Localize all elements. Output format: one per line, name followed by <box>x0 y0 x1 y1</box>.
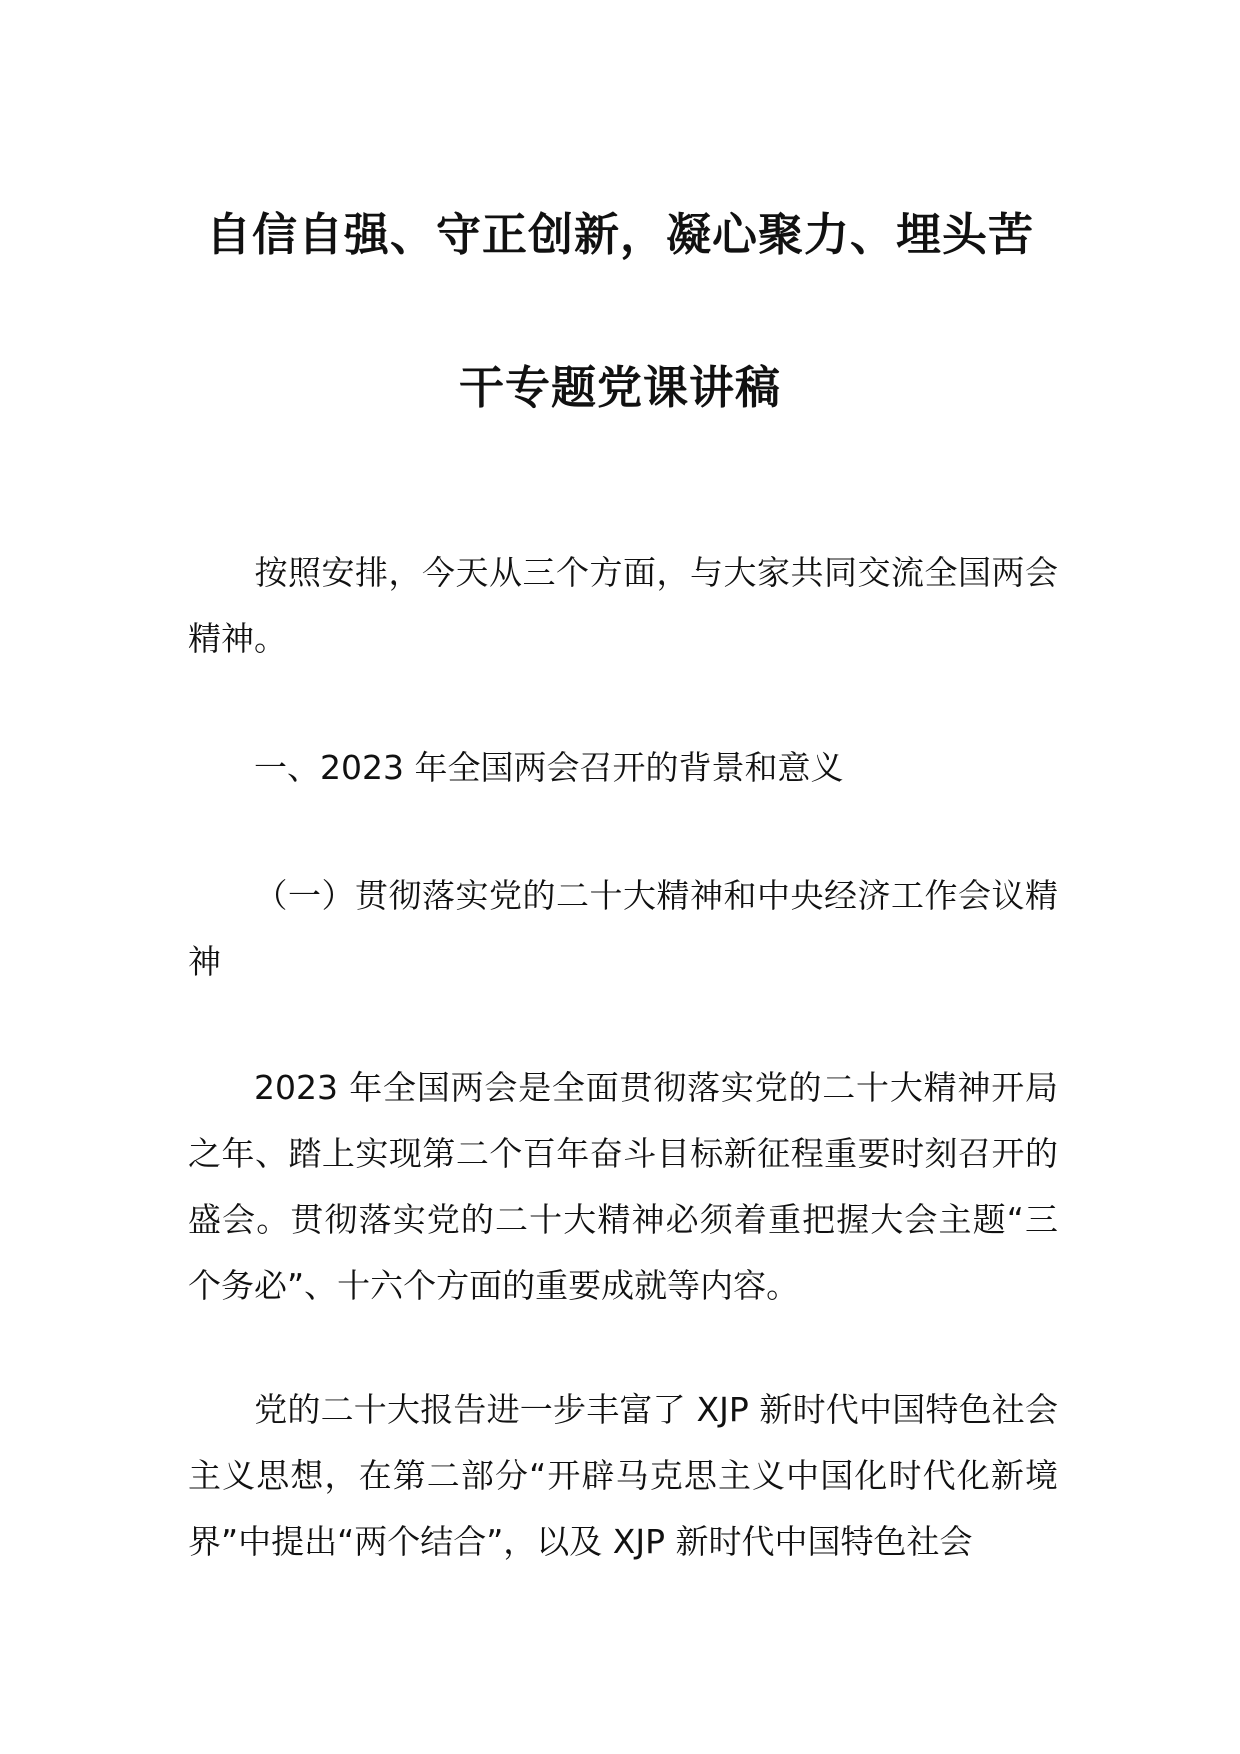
document-title-line-1: 自信自强、守正创新，凝心聚力、埋头苦 <box>205 208 1034 261</box>
paragraph-text: 2023 年全国两会是全面贯彻落实党的二十大精神开局之年、踏上实现第二个百年奋斗目标新征程重要时刻召开的盛会。贯彻落实党的二十大精神必须着重把握大会主题“三个务必”、十六个方面的重要成就等内容。 <box>188 1068 1058 1305</box>
section-heading-1 <box>188 735 1058 801</box>
subsection-heading-text: （一）贯彻落实党的二十大精神和中央经济工作会议精神 <box>188 876 1058 981</box>
paragraph-intro <box>188 540 1058 672</box>
paragraph-body-1 <box>188 1055 1058 1319</box>
paragraph-text: 党的二十大报告进一步丰富了 XJP 新时代中国特色社会主义思想，在第二部分“开辟马克思主义中国化时代化新境界”中提出“两个结合”，以及 XJP 新时代中国特色社会 <box>188 1390 1058 1561</box>
paragraph-body-2 <box>188 1377 1058 1575</box>
paragraph-text: 按照安排，今天从三个方面，与大家共同交流全国两会精神。 <box>188 553 1058 658</box>
section-heading-text: 一、2023 年全国两会召开的背景和意义 <box>254 748 844 787</box>
subsection-heading-1 <box>188 863 1058 995</box>
document-title-line-2: 干专题党课讲稿 <box>458 361 781 414</box>
